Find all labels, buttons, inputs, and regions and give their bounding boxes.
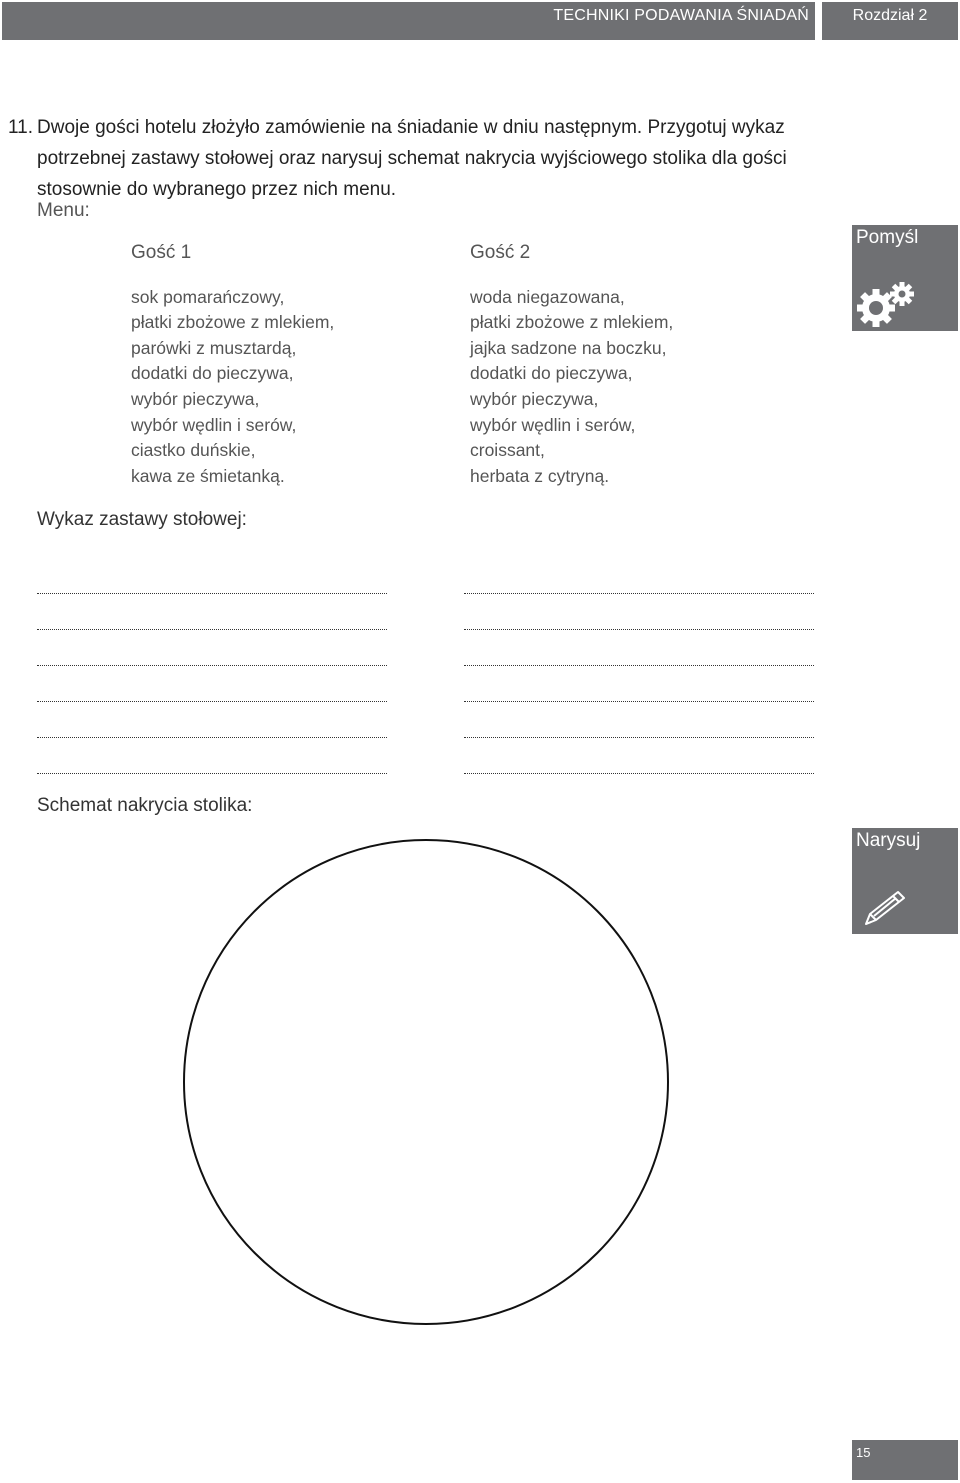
- section-title: TECHNIKI PODAWANIA ŚNIADAŃ: [553, 7, 809, 24]
- answer-line[interactable]: [464, 738, 814, 774]
- answer-line[interactable]: [464, 702, 814, 738]
- menu-item: kawa ze śmietanką.: [131, 465, 285, 486]
- think-box: [852, 225, 958, 331]
- draw-label: Narysuj: [856, 830, 921, 851]
- menu-item: woda niegazowana,: [470, 286, 625, 307]
- answer-line[interactable]: [37, 558, 387, 594]
- page-number-box: [852, 1440, 958, 1480]
- menu-item: wybór wędlin i serów,: [470, 414, 636, 435]
- answer-line[interactable]: [37, 666, 387, 702]
- think-label: Pomyśl: [856, 227, 919, 248]
- answer-line[interactable]: [464, 666, 814, 702]
- answer-line[interactable]: [464, 558, 814, 594]
- pencil-icon: [862, 888, 910, 928]
- menu-item: jajka sadzone na boczku,: [470, 337, 667, 358]
- chapter-label: Rozdział 2: [852, 7, 928, 24]
- table-drawing-area[interactable]: [183, 839, 669, 1325]
- menu-item: płatki zbożowe z mlekiem,: [470, 312, 674, 333]
- table-scheme-label: Schemat nakrycia stolika:: [37, 795, 253, 816]
- menu-item: dodatki do pieczywa,: [131, 363, 294, 384]
- menu-item: dodatki do pieczywa,: [470, 363, 633, 384]
- guest-1-menu: [131, 240, 334, 489]
- menu-item: croissant,: [470, 440, 545, 461]
- menu-item: płatki zbożowe z mlekiem,: [131, 312, 335, 333]
- answer-line[interactable]: [464, 630, 814, 666]
- task-number: 11.: [8, 117, 34, 138]
- gears-icon: [856, 282, 918, 328]
- menu-item: herbata z cytryną.: [470, 465, 610, 486]
- menu-item: wybór wędlin i serów,: [131, 414, 297, 435]
- tableware-list-label: Wykaz zastawy stołowej:: [37, 509, 247, 530]
- guest-title: Gość 2: [470, 242, 531, 263]
- guest-title: Gość 1: [131, 242, 192, 263]
- answer-lines-right: [464, 558, 814, 774]
- page-number: 15: [856, 1445, 871, 1460]
- answer-line[interactable]: [37, 702, 387, 738]
- menu-item: wybór pieczywa,: [131, 388, 260, 409]
- task: [8, 112, 817, 205]
- guest-2-menu: [470, 240, 673, 489]
- answer-line[interactable]: [37, 738, 387, 774]
- answer-line[interactable]: [37, 630, 387, 666]
- answer-line[interactable]: [37, 594, 387, 630]
- answer-lines-left: [37, 558, 387, 774]
- menu-item: wybór pieczywa,: [470, 388, 599, 409]
- draw-box: [852, 828, 958, 934]
- chapter-bar: [822, 2, 958, 40]
- task-text: Dwoje gości hotelu złożyło zamówienie na śniadanie w dniu następnym. Przygotuj wykaz potrzebnej zastawy stołowej oraz narysuj schemat nakrycia wyjściowego stolika dla gości stosownie do wybranego przez nich menu.: [37, 117, 787, 200]
- menu-item: sok pomarańczowy,: [131, 286, 285, 307]
- menu-item: ciastko duńskie,: [131, 440, 256, 461]
- menu-label: Menu:: [37, 200, 90, 221]
- header-bar: [2, 2, 815, 40]
- answer-line[interactable]: [464, 594, 814, 630]
- menu-item: parówki z musztardą,: [131, 337, 297, 358]
